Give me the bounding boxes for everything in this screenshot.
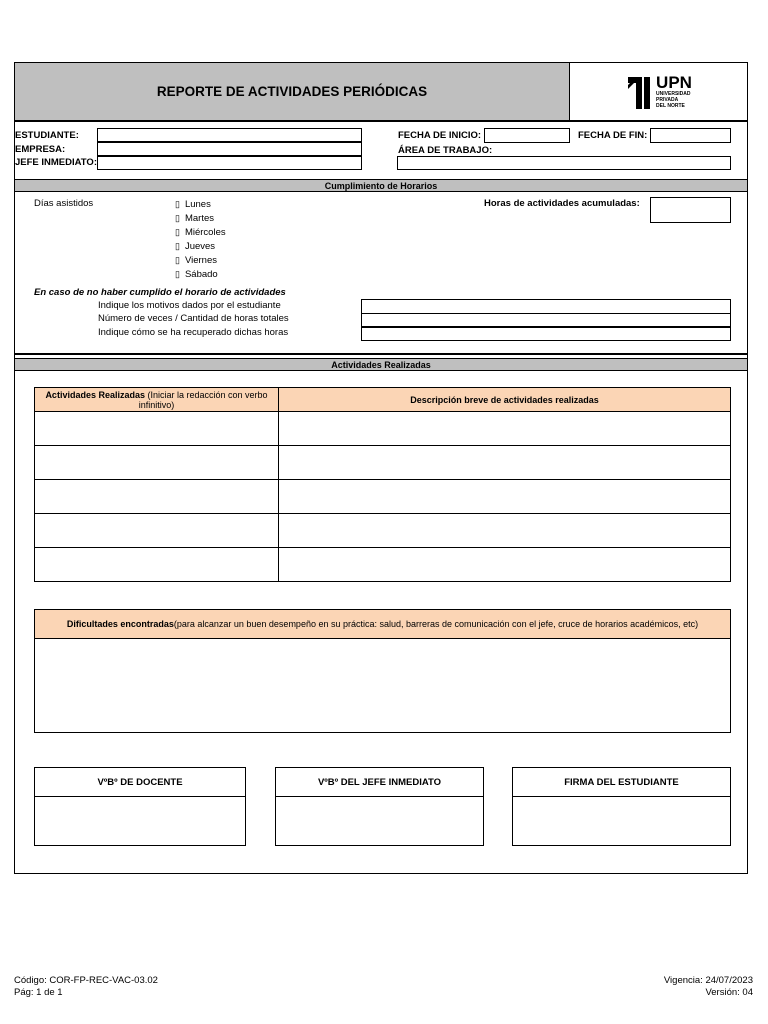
company-field[interactable] <box>97 142 362 156</box>
header-divider <box>15 120 747 122</box>
table-row <box>35 412 731 446</box>
upn-logo-sub-1: UNIVERSIDAD <box>656 91 691 97</box>
day-friday[interactable] <box>175 253 226 267</box>
difficulties-box <box>34 609 731 733</box>
day-tuesday[interactable] <box>175 211 226 225</box>
student-signature-label: FIRMA DEL ESTUDIANTE <box>513 768 730 797</box>
accumulated-hours-field[interactable] <box>650 197 731 223</box>
teacher-signature-box[interactable] <box>34 767 246 846</box>
form-title: REPORTE DE ACTIVIDADES PERIÓDICAS <box>15 63 570 120</box>
table-row <box>35 446 731 480</box>
table-row <box>35 480 731 514</box>
supervisor-signature-label: VºBº DEL JEFE INMEDIATO <box>276 768 483 797</box>
schedule-section-header: Cumplimiento de Horarios <box>15 179 747 192</box>
day-thursday[interactable] <box>175 239 226 253</box>
activities-col-header <box>35 388 279 412</box>
supervisor-label: JEFE INMEDIATO: <box>15 157 97 168</box>
table-row <box>35 548 731 582</box>
difficulties-field[interactable] <box>35 639 730 734</box>
day-saturday[interactable] <box>175 267 226 281</box>
accumulated-hours-label: Horas de actividades acumuladas: <box>484 198 640 209</box>
activities-table <box>34 387 731 582</box>
document-version: Versión: 04 <box>705 987 753 998</box>
activity-cell[interactable] <box>35 480 279 514</box>
description-cell[interactable] <box>279 514 731 548</box>
student-field[interactable] <box>97 128 362 142</box>
table-row <box>35 514 731 548</box>
footer-left <box>14 975 158 999</box>
description-cell[interactable] <box>279 412 731 446</box>
day-wednesday[interactable] <box>175 225 226 239</box>
difficulties-header-note: (para alcanzar un buen desempeño en su práctica: salud, barreras de comunicación con el jefe, cruce de horarios académicos, etc) <box>173 619 699 629</box>
upn-logo-sub-3: DEL NORTE <box>656 103 685 109</box>
teacher-signature-label: VºBº DE DOCENTE <box>35 768 245 797</box>
noncompliance-count-label: Número de veces / Cantidad de horas totales <box>98 313 289 324</box>
days-checklist <box>175 197 226 281</box>
day-label: Miércoles <box>184 226 226 238</box>
day-label: Viernes <box>184 254 217 266</box>
student-label: ESTUDIANTE: <box>15 130 79 141</box>
page-number: Pág: 1 de 1 <box>14 987 63 998</box>
checkbox-icon[interactable]: ▯ <box>175 268 180 279</box>
activities-table-header <box>35 388 731 412</box>
description-cell[interactable] <box>279 548 731 582</box>
company-label: EMPRESA: <box>15 144 66 155</box>
activities-section-header: Actividades Realizadas <box>15 358 747 371</box>
work-area-field[interactable] <box>397 156 731 170</box>
noncompliance-count-field[interactable] <box>361 313 731 327</box>
supervisor-field[interactable] <box>97 156 362 170</box>
document-code: Código: COR-FP-REC-VAC-03.02 <box>14 975 158 986</box>
noncompliance-reasons-field[interactable] <box>361 299 731 314</box>
checkbox-icon[interactable]: ▯ <box>175 198 180 209</box>
upn-logo <box>571 63 747 120</box>
activity-cell[interactable] <box>35 412 279 446</box>
difficulties-header-bold: Dificultades encontradas <box>66 619 174 629</box>
description-col-header: Descripción breve de actividades realizadas <box>279 388 731 412</box>
supervisor-signature-box[interactable] <box>275 767 484 846</box>
activity-cell[interactable] <box>35 548 279 582</box>
day-label: Martes <box>184 212 214 224</box>
start-date-field[interactable] <box>484 128 570 143</box>
upn-logo-text <box>656 74 692 109</box>
upn-logo-wordmark: UPN <box>656 73 692 92</box>
activity-cell[interactable] <box>35 514 279 548</box>
checkbox-icon[interactable]: ▯ <box>175 240 180 251</box>
upn-logo-sub-2: PRIVADA <box>656 97 679 103</box>
start-date-label: FECHA DE INICIO: <box>398 130 482 141</box>
day-monday[interactable] <box>175 197 226 211</box>
noncompliance-title: En caso de no haber cumplido el horario de actividades <box>34 287 286 298</box>
day-label: Lunes <box>184 198 211 210</box>
end-date-field[interactable] <box>650 128 731 143</box>
noncompliance-recovery-field[interactable] <box>361 327 731 341</box>
validity-date: Vigencia: 24/07/2023 <box>663 975 753 986</box>
checkbox-icon[interactable]: ▯ <box>175 254 180 265</box>
noncompliance-recovery-label: Indique cómo se ha recuperado dichas horas <box>98 327 289 338</box>
student-signature-box[interactable] <box>512 767 731 846</box>
activities-col-header-note: (Iniciar la redacción con verbo infinitivo) <box>138 389 268 410</box>
activities-top-rule <box>15 353 747 355</box>
checkbox-icon[interactable]: ▯ <box>175 226 180 237</box>
activities-col-header-bold: Actividades Realizadas <box>45 389 145 400</box>
checkbox-icon[interactable]: ▯ <box>175 212 180 223</box>
day-label: Sábado <box>184 268 218 280</box>
footer-right <box>664 975 753 999</box>
description-cell[interactable] <box>279 446 731 480</box>
activity-cell[interactable] <box>35 446 279 480</box>
work-area-label: ÁREA DE TRABAJO: <box>398 145 493 156</box>
days-attended-label: Días asistidos <box>34 198 94 209</box>
noncompliance-reasons-label: Indique los motivos dados por el estudiante <box>98 300 281 311</box>
description-cell[interactable] <box>279 480 731 514</box>
day-label: Jueves <box>184 240 216 252</box>
end-date-label: FECHA DE FIN: <box>578 130 648 141</box>
difficulties-header <box>35 610 730 639</box>
